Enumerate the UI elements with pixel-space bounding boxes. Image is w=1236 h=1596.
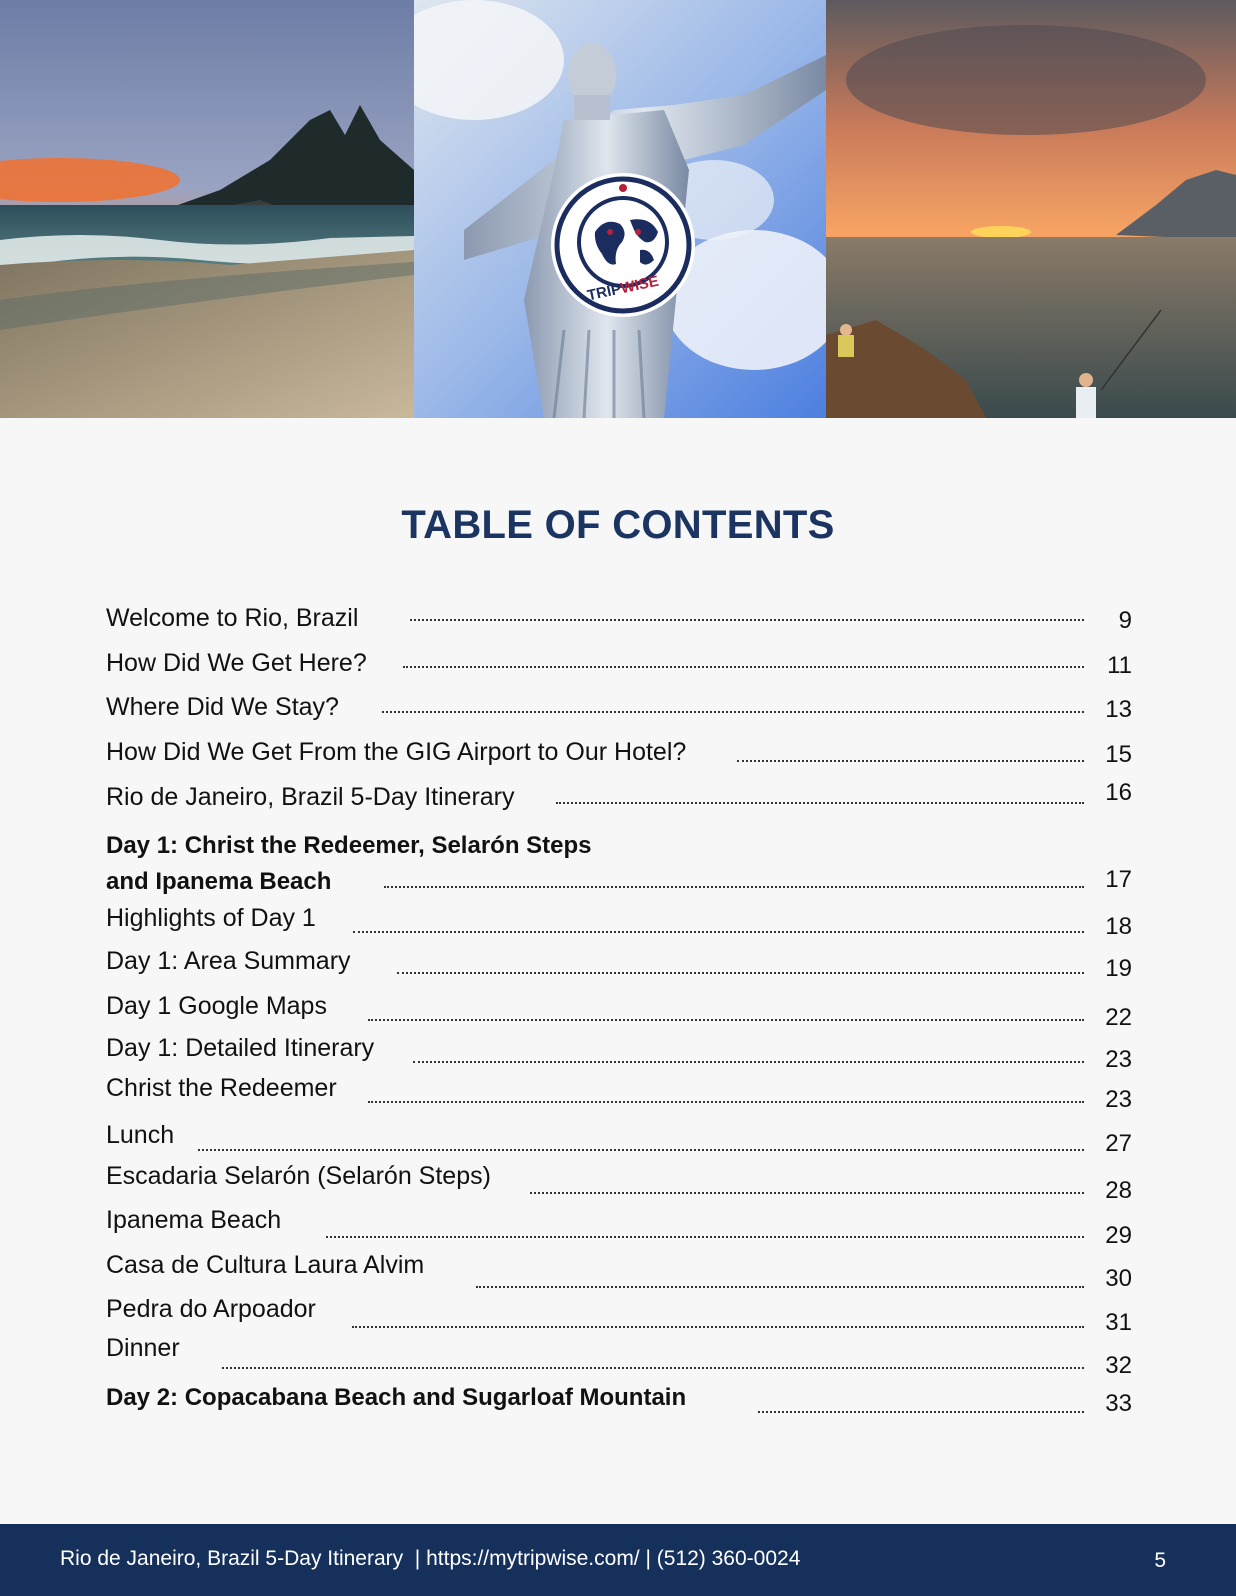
toc-dot-leader <box>403 666 1084 668</box>
header-photo-strip <box>0 0 1236 418</box>
toc-entry-page: 32 <box>1105 1352 1132 1379</box>
toc-entry-page: 18 <box>1105 913 1132 940</box>
toc-entry-page: 29 <box>1105 1222 1132 1249</box>
sea-sunset-photo <box>826 0 1236 418</box>
toc-dot-leader <box>222 1367 1084 1369</box>
toc-entry-title: Casa de Cultura Laura Alvim <box>106 1251 425 1279</box>
toc-entry-title: Dinner <box>106 1334 180 1362</box>
toc-entry-title: Pedra do Arpoador <box>106 1295 316 1323</box>
toc-entry-title: How Did We Get Here? <box>106 649 367 677</box>
toc-entry-page: 28 <box>1105 1177 1132 1204</box>
toc-dot-leader <box>737 760 1084 762</box>
toc-entry-page: 31 <box>1105 1309 1132 1336</box>
toc-entry-page: 23 <box>1105 1046 1132 1073</box>
toc-dot-leader <box>368 1019 1084 1021</box>
christ-redeemer-photo <box>414 0 826 418</box>
toc-entry-page: 17 <box>1105 866 1132 893</box>
page-number: 5 <box>1154 1549 1166 1572</box>
toc-dot-leader <box>326 1236 1084 1238</box>
toc-entry-title: Rio de Janeiro, Brazil 5-Day Itinerary <box>106 783 515 811</box>
toc-entry-title: Day 1: Detailed Itinerary <box>106 1034 375 1062</box>
toc-dot-leader <box>410 619 1084 621</box>
toc-dot-leader <box>476 1286 1084 1288</box>
toc-entry-page: 16 <box>1105 779 1132 806</box>
toc-entry-page: 15 <box>1105 741 1132 768</box>
toc-entry-title: How Did We Get From the GIG Airport to Our Hotel? <box>106 738 687 766</box>
tripwise-logo-text: TRIPWISE <box>585 272 661 305</box>
beach-sunset-photo <box>0 0 414 418</box>
toc-entry-title: Day 2: Copacabana Beach and Sugarloaf Mountain <box>106 1384 687 1411</box>
toc-dot-leader <box>198 1149 1084 1151</box>
toc-entry-page: 11 <box>1107 652 1132 679</box>
toc-dot-leader <box>758 1411 1084 1413</box>
toc-dot-leader <box>397 972 1084 974</box>
toc-entry-title: Lunch <box>106 1121 175 1149</box>
toc-dot-leader <box>353 931 1084 933</box>
toc-entry-page: 23 <box>1105 1086 1132 1113</box>
toc-entry-page: 9 <box>1118 607 1132 634</box>
page-title: TABLE OF CONTENTS <box>401 503 835 547</box>
toc-entry-page: 13 <box>1105 696 1132 723</box>
toc-dot-leader <box>413 1061 1084 1063</box>
toc-entry-title: Escadaria Selarón (Selarón Steps) <box>106 1162 491 1190</box>
toc-entry-page: 30 <box>1105 1265 1132 1292</box>
toc-dot-leader <box>352 1326 1084 1328</box>
tripwise-logo <box>550 172 696 318</box>
toc-entry-title: Ipanema Beach <box>106 1206 282 1234</box>
toc-dot-leader <box>384 886 1084 888</box>
footer-text: Rio de Janeiro, Brazil 5-Day Itinerary | https://mytripwise.com/ | (512) 360-0024 <box>60 1547 801 1570</box>
toc-entry-page: 27 <box>1105 1130 1132 1157</box>
toc-dot-leader <box>368 1101 1084 1103</box>
toc-entry-title: Christ the Redeemer <box>106 1074 337 1102</box>
toc-dot-leader <box>556 802 1084 804</box>
toc-entry-page: 19 <box>1105 955 1132 982</box>
toc-dot-leader <box>382 711 1084 713</box>
toc-entry-title: Highlights of Day 1 <box>106 904 316 932</box>
toc-entry-title: Where Did We Stay? <box>106 693 339 721</box>
toc-entry-title: Day 1 Google Maps <box>106 992 327 1020</box>
footer-bar <box>0 1524 1236 1596</box>
toc-entry-page: 22 <box>1105 1004 1132 1031</box>
toc-entry-title: Day 1: Area Summary <box>106 947 351 975</box>
toc-entry-title: Day 1: Christ the Redeemer, Selarón Steps and Ipanema Beach <box>106 832 592 895</box>
toc-entry-title: Welcome to Rio, Brazil <box>106 604 359 632</box>
toc-dot-leader <box>530 1192 1084 1194</box>
toc-entry-page: 33 <box>1105 1390 1132 1417</box>
